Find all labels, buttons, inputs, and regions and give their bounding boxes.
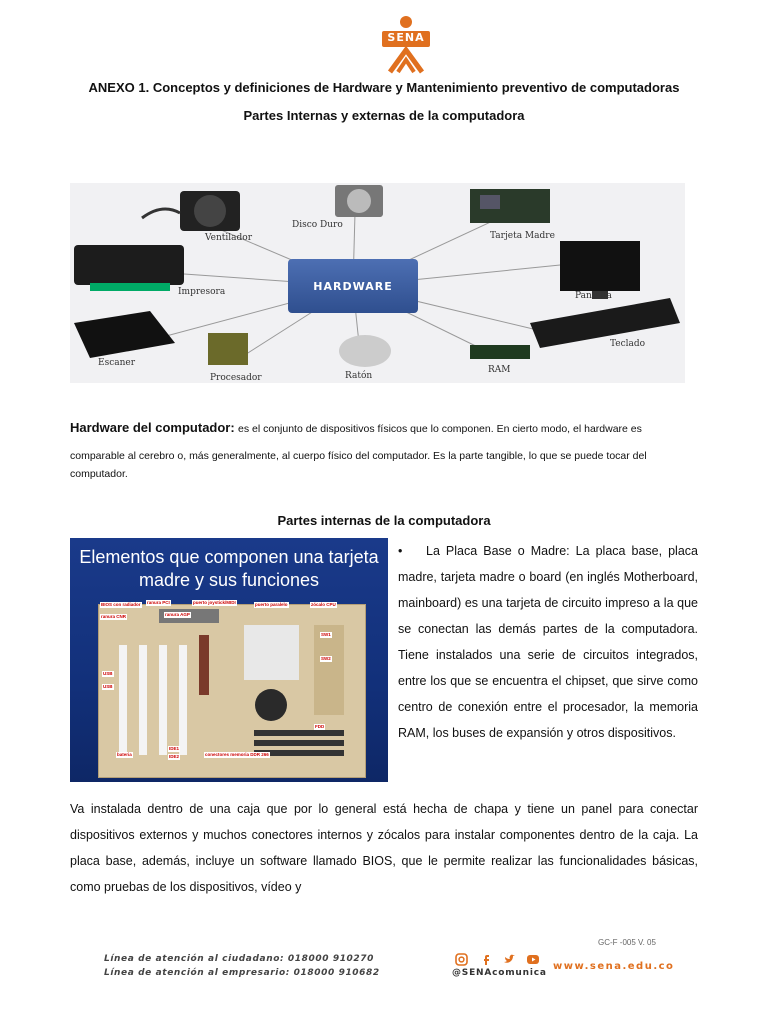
citizen-line: Línea de atención al ciudadano: 018000 910270	[104, 954, 374, 964]
label-ram: RAM	[488, 365, 511, 375]
facebook-icon[interactable]	[478, 952, 492, 966]
document-subtitle: Partes Internas y externas de la computadora	[243, 108, 525, 123]
slide-tag: ranura PCI	[147, 600, 170, 605]
cable-image	[142, 209, 180, 218]
youtube-icon[interactable]	[526, 952, 540, 966]
slide-tag: conectores memoria DDR 266	[205, 752, 269, 757]
label-impresora: Impresora	[178, 287, 226, 297]
business-line: Línea de atención al empresario: 018000 910682	[104, 968, 380, 978]
slide-tag: SW2	[321, 656, 331, 661]
label-teclado: Teclado	[610, 339, 646, 349]
sena-logo	[376, 14, 436, 74]
label-procesador: Procesador	[210, 373, 262, 383]
social-icons	[454, 952, 546, 968]
social-handle: @SENAcomunica	[452, 968, 547, 978]
slide-tag: IDE1	[169, 746, 180, 751]
printer-image	[74, 245, 184, 291]
slide-tag: ranura AGP	[165, 612, 190, 617]
slide-tag: bateria	[117, 752, 132, 757]
instagram-icon[interactable]	[454, 952, 468, 966]
case-paragraph: Va instalada dentro de una caja que por lo general está hecha de chapa y tiene un panel para conectar dispositivos externos y muchos conectores internos y zócalos para instalar componentes dentro de la caja. La placa base, además, incluye un software llamado BIOS, que le permite realizar las funcionalidades básicas, como pruebas de los dispositivos, vídeo y	[70, 802, 698, 894]
cpu-image	[208, 333, 248, 365]
slide-tag: puerto paralelo	[255, 602, 288, 607]
label-ventilador: Ventilador	[205, 233, 253, 243]
slide-tag: FDD	[315, 724, 325, 729]
hardware-text-line1: es el conjunto de dispositivos físicos que lo componen. En cierto modo, el hardware es	[238, 423, 642, 435]
bullet-icon: •	[398, 544, 403, 558]
hdd-image	[335, 185, 383, 217]
mouse-image	[339, 335, 391, 367]
keyboard-image	[530, 298, 680, 348]
slide-tag: zócalo CPU	[311, 602, 336, 607]
fan-image	[180, 191, 240, 231]
label-pantalla: Pantalla	[575, 291, 612, 301]
twitter-icon[interactable]	[502, 952, 516, 966]
slide-title: Elementos que componen una tarjeta madre y sus funciones	[79, 547, 379, 590]
form-code: GC-F -005 V. 05	[598, 938, 656, 947]
slide-tag: BIOS con radiador	[101, 602, 141, 607]
hardware-hub: HARDWARE	[288, 259, 418, 313]
slide-tag: IDE2	[169, 754, 180, 759]
hardware-text-rest: comparable al cerebro o, más generalmente, al cuerpo físico del computador. Es la parte tangible, lo que se puede tocar del computador.	[70, 450, 647, 480]
slide-tag: ranura CNR	[101, 614, 127, 619]
motherboard-slide	[70, 538, 388, 782]
footer-contact	[104, 952, 380, 980]
label-tarjeta-madre: Tarjeta Madre	[490, 231, 555, 241]
slide-tag: puerto joystick/MIDI	[193, 600, 236, 605]
hardware-diagram	[70, 183, 685, 383]
logo-text: SENA	[387, 31, 425, 44]
motherboard-bullet	[398, 538, 698, 746]
label-escaner: Escaner	[98, 358, 136, 368]
website-link[interactable]: www.sena.edu.co	[553, 961, 675, 972]
slide-tag: USB	[103, 671, 113, 676]
slide-tag: USB	[103, 684, 113, 689]
slide-tag: SW1	[321, 632, 331, 637]
document-title: ANEXO 1. Conceptos y definiciones de Hardware y Mantenimiento preventivo de computadoras	[88, 80, 680, 95]
hardware-heading: Hardware del computador:	[70, 420, 235, 435]
internal-parts-heading: Partes internas de la computadora	[277, 513, 491, 528]
bullet-text: La Placa Base o Madre: La placa base, placa madre, tarjeta madre o board (en inglés Motherboard, mainboard) es una tarjeta de circuito impreso a la que se conectan las demás partes de la computadora. Tiene instalados una serie de circuitos integrados, entre los que se encuentra el chipset, que sirve como centro de conexión entre el procesador, la memoria RAM, los buses de expansión y otros dispositivos.	[398, 544, 698, 740]
label-raton: Ratón	[345, 371, 373, 381]
motherboard-image	[470, 189, 550, 223]
label-disco-duro: Disco Duro	[292, 220, 343, 230]
scanner-image	[74, 311, 175, 358]
ram-image	[470, 345, 530, 359]
